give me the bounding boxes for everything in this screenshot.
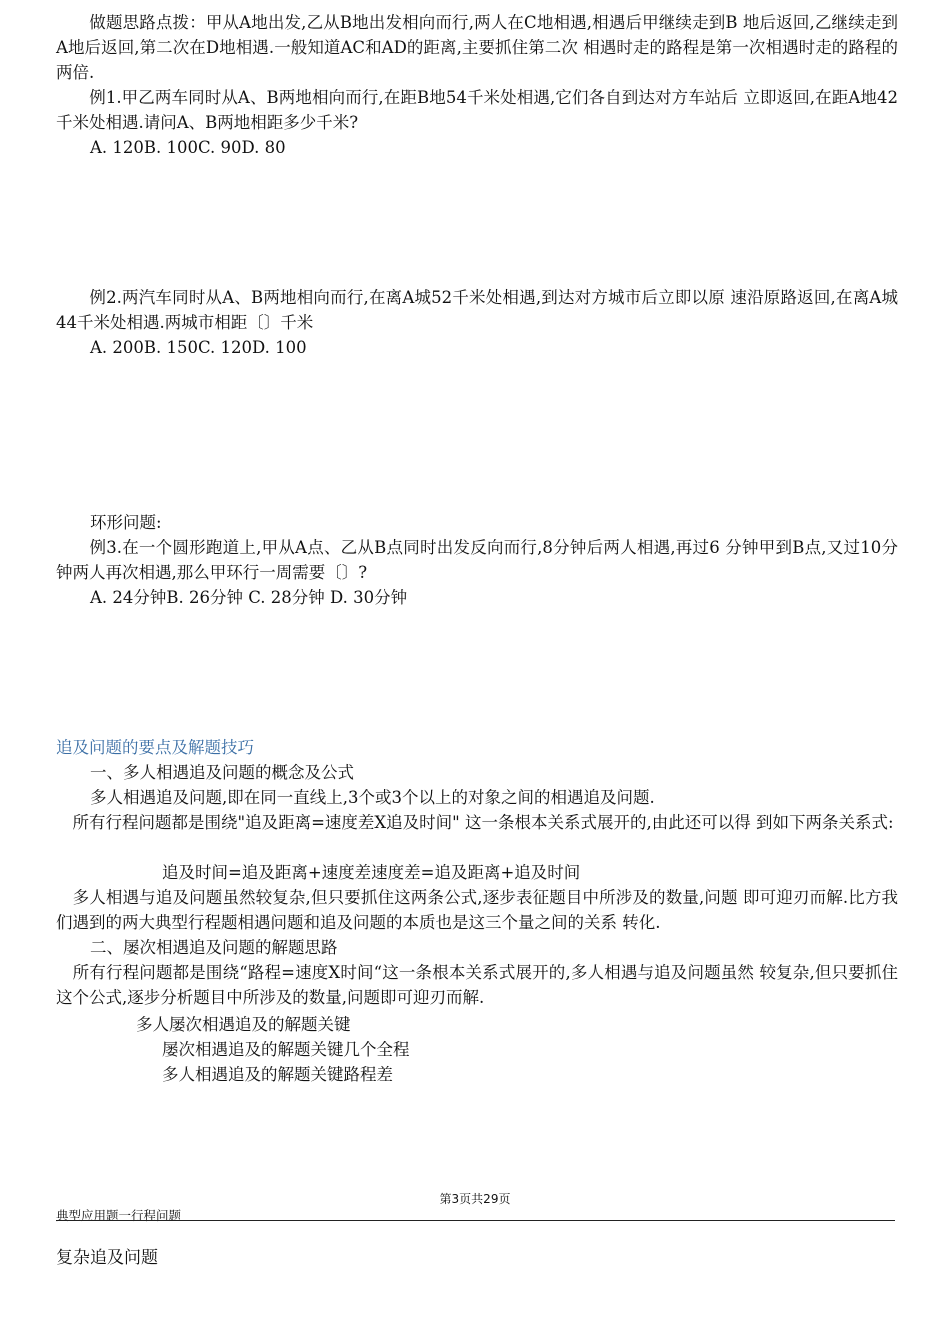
- section-paragraph-3: 多人相遇与追及问题虽然较复杂,但只要抓住这两条公式,逐步表征题目中所涉及的数量,问题 即可迎刃而解.比方我们遇到的两大典型行程题相遇问题和追及问题的本质也是这三个量之间的关系 转化.: [56, 888, 898, 932]
- example3-label: 环形问题:: [90, 513, 162, 532]
- section-paragraph-1: 多人相遇追及问题,即在同一直线上,3个或3个以上的对象之间的相遇追及问题.: [90, 788, 655, 807]
- example2-options: A. 200B. 150C. 120D. 100: [90, 338, 307, 357]
- key-point-3: 多人相遇追及的解题关键路程差: [162, 1065, 393, 1084]
- example1-options: A. 120B. 100C. 90D. 80: [90, 138, 286, 157]
- running-title: 典型应用题一行程问题: [56, 1208, 182, 1223]
- key-point-1: 多人屡次相遇追及的解题关键: [136, 1015, 351, 1034]
- section-heading-2: 二、屡次相遇追及问题的解题思路: [90, 938, 338, 957]
- example3-text: 例3.在一个圆形跑道上,甲从A点、乙从B点同时出发反向而行,8分钟后两人相遇,再过6 分钟甲到B点,又过10分钟两人再次相遇,那么甲环行一周需要〔〕?: [56, 538, 898, 582]
- section-heading-1: 一、多人相遇追及问题的概念及公式: [90, 763, 354, 782]
- footer-divider: [56, 1220, 895, 1221]
- page-number: 第3页共29页: [439, 1192, 511, 1206]
- section-paragraph-2: 所有行程问题都是围绕"追及距离=速度差X追及时间" 这一条根本关系式展开的,由此还可以得 到如下两条关系式:: [56, 813, 894, 832]
- example3-options: A. 24分钟B. 26分钟 C. 28分钟 D. 30分钟: [90, 588, 408, 607]
- example2-text: 例2.两汽车同时从A、B两地相向而行,在离A城52千米处相遇,到达对方城市后立即以原 速沿原路返回,在离A城44千米处相遇.两城市相距〔〕千米: [56, 288, 898, 332]
- intro-paragraph: 做题思路点拨：甲从A地出发,乙从B地出发相向而行,两人在C地相遇,相遇后甲继续走到B 地后返回,乙继续走到A地后返回,第二次在D地相遇.一般知道AC和AD的距离,主要抓住第二次 相遇时走的路程是第一次相遇时走的路程的两倍.: [56, 13, 898, 82]
- section-title: 追及问题的要点及解题技巧: [56, 738, 254, 757]
- example1-text: 例1.甲乙两车同时从A、B两地相向而行,在距B地54千米处相遇,它们各自到达对方车站后 立即返回,在距A地42千米处相遇.请问A、B两地相距多少千米?: [56, 88, 898, 132]
- key-point-2: 屡次相遇追及的解题关键几个全程: [162, 1040, 410, 1059]
- section-paragraph-4: 所有行程问题都是围绕“路程=速度X时间“这一条根本关系式展开的,多人相遇与追及问题虽然 较复杂,但只要抓住这个公式,逐步分析题目中所涉及的数量,问题即可迎刃而解.: [56, 963, 898, 1007]
- formula: 追及时间=追及距离+速度差速度差=追及距离+追及时间: [162, 863, 581, 882]
- next-page-heading: 复杂追及问题: [56, 1248, 158, 1268]
